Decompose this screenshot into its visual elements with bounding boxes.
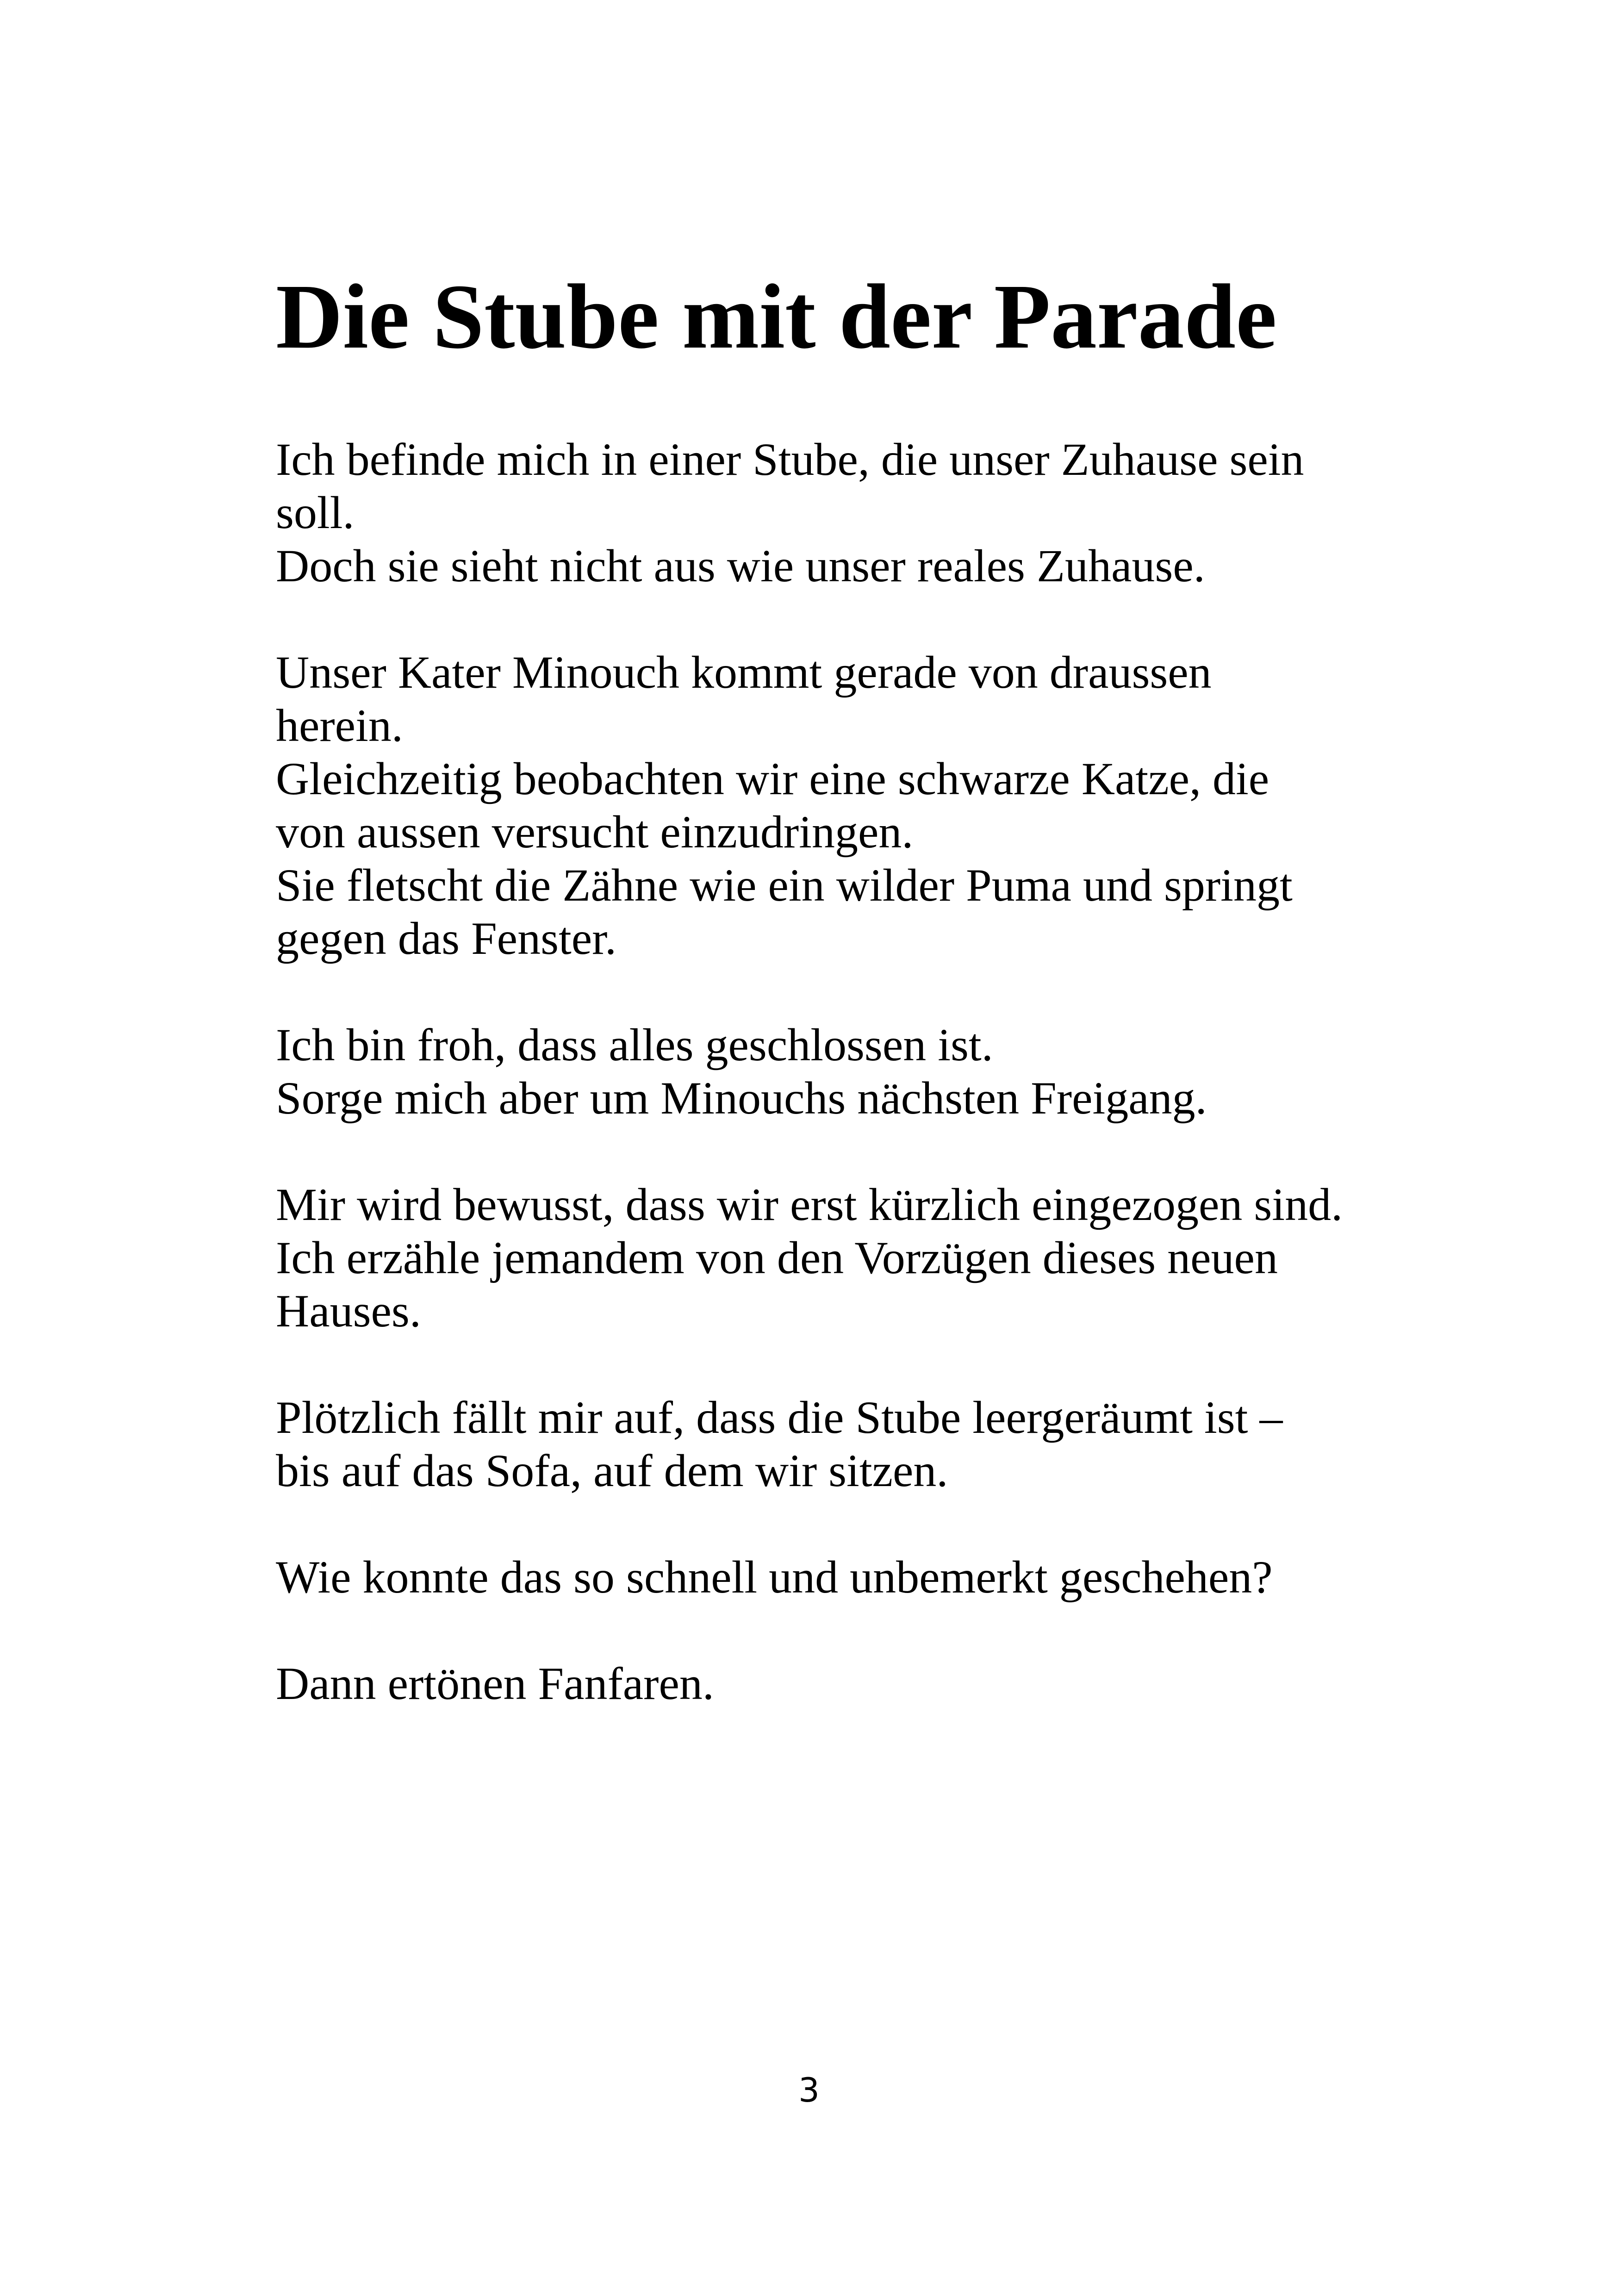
text-line: Ich bin froh, dass alles geschlossen ist. — [276, 1019, 993, 1070]
text-line: Ich befinde mich in einer Stube, die unser Zuhause sein — [276, 434, 1304, 485]
text-line: Mir wird bewusst, dass wir erst kürzlich eingezogen sind. — [276, 1179, 1343, 1230]
text-line: gegen das Fenster. — [276, 913, 616, 964]
paragraph-gap — [276, 1338, 1387, 1391]
text-line: Plötzlich fällt mir auf, dass die Stube leergeräumt ist – — [276, 1392, 1283, 1443]
text-line: von aussen versucht einzudringen. — [276, 806, 914, 858]
paragraph-gap — [276, 1604, 1387, 1657]
body-text — [276, 433, 1387, 1710]
text-line: Ich erzähle jemandem von den Vorzügen dieses neuen — [276, 1232, 1278, 1283]
text-line: Sie fletscht die Zähne wie ein wilder Puma und springt — [276, 859, 1293, 911]
page-number: 3 — [798, 2071, 820, 2109]
text-line: herein. — [276, 700, 403, 751]
text-line: Doch sie sieht nicht aus wie unser reales Zuhause. — [276, 540, 1205, 591]
paragraph-gap — [276, 1125, 1387, 1178]
text-line: bis auf das Sofa, auf dem wir sitzen. — [276, 1445, 948, 1496]
paragraph-gap — [276, 1497, 1387, 1550]
text-line: Sorge mich aber um Minouchs nächsten Freigang. — [276, 1072, 1207, 1124]
text-line: Unser Kater Minouch kommt gerade von draussen — [276, 647, 1212, 698]
page-title: Die Stube mit der Parade — [276, 266, 1277, 368]
text-line: Hauses. — [276, 1285, 421, 1337]
paragraph-gap — [276, 965, 1387, 1018]
text-line: soll. — [276, 487, 355, 538]
paragraph-gap — [276, 592, 1387, 646]
text-line: Wie konnte das so schnell und unbemerkt geschehen? — [276, 1551, 1273, 1603]
text-line: Dann ertönen Fanfaren. — [276, 1658, 714, 1709]
text-line: Gleichzeitig beobachten wir eine schwarze Katze, die — [276, 753, 1270, 804]
